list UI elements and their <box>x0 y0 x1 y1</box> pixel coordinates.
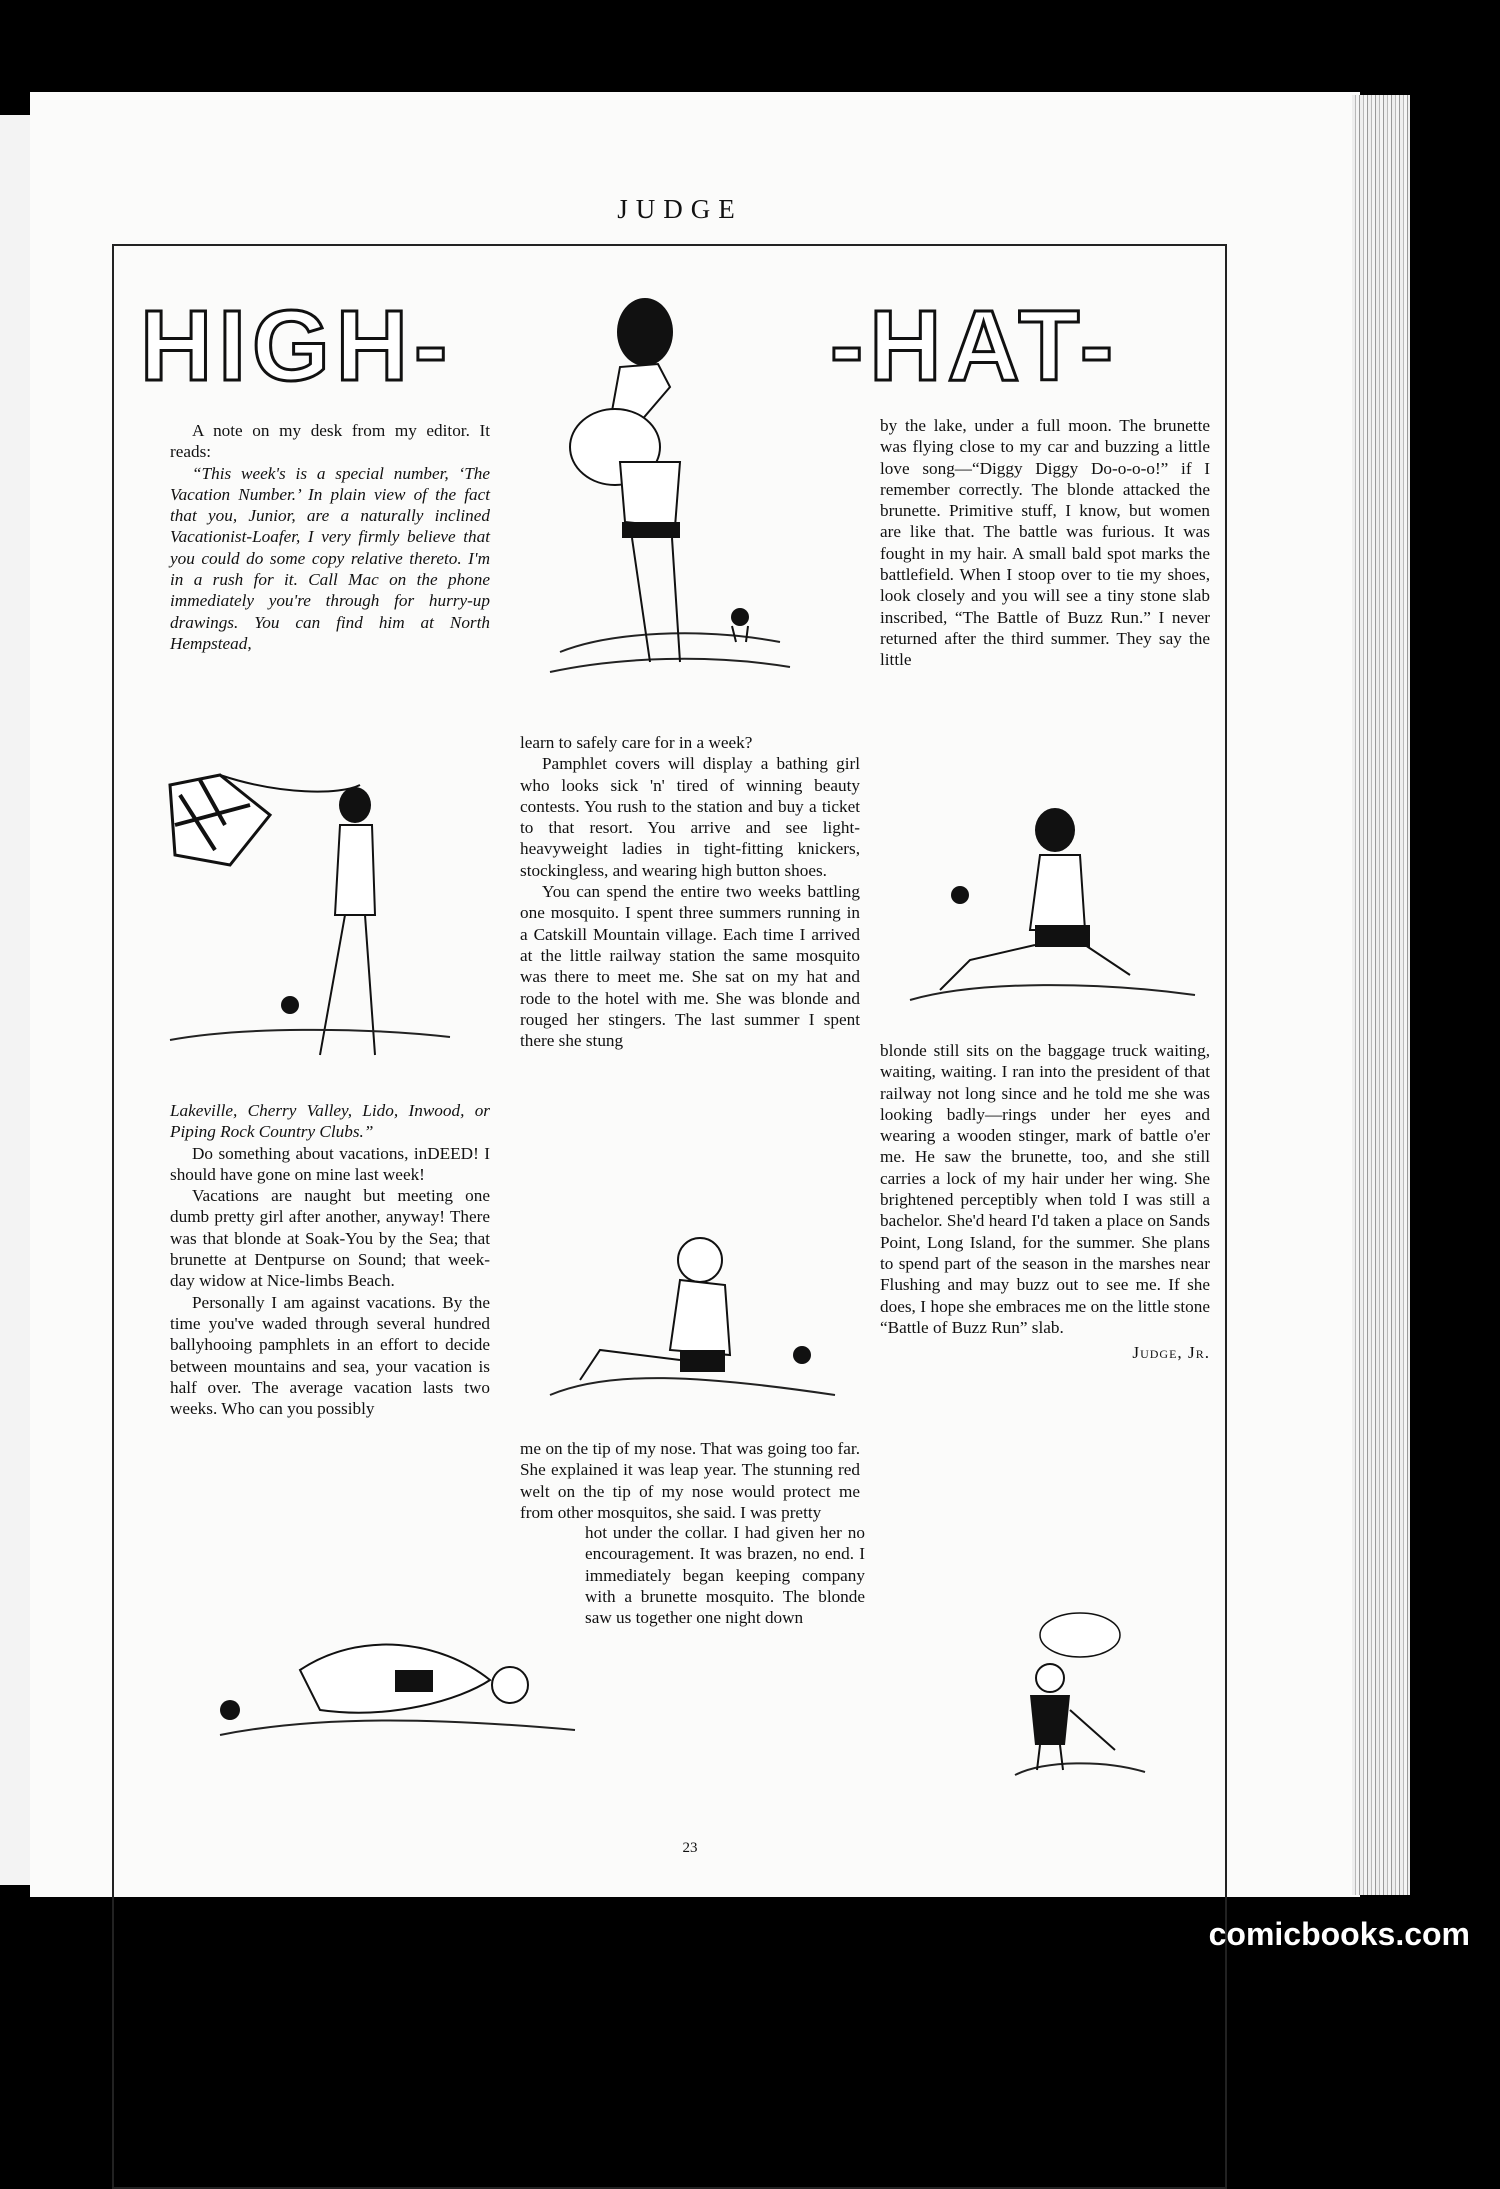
paragraph: Personally I am against vacations. By the time you've waded through several hundred ballyhooing pamphlets in an effort to decide between mountains and sea, your vacation is half over. The average vacation lasts two weeks. Who can you possibly <box>170 1292 490 1419</box>
paragraph-editor-note: “This week's is a special number, ‘The Vacation Number.’ In plain view of the fact that you, Junior, are a naturally inclined Vacationist-Loafer, I very firmly believe that you could do some copy relative thereto. I'm in a rush for it. Call Mac on the phone immediately you're through for hurry-up drawings. You can find him at North Hempstead, <box>170 463 490 653</box>
paragraph: learn to safely care for in a week? <box>520 733 753 752</box>
illustration-man-with-cane <box>975 1610 1155 1780</box>
column-2-bottom <box>585 1522 865 1628</box>
page-number: 23 <box>682 1840 698 1856</box>
paragraph-editor-note-end: Lakeville, Cherry Valley, Lido, Inwood, or Piping Rock Country Clubs.” <box>170 1101 490 1142</box>
author-signature: Judge, Jr. <box>1132 1343 1210 1363</box>
running-head: JUDGE <box>617 194 743 224</box>
illustration-girl-with-beach-ball <box>540 272 800 682</box>
column-2-middle <box>520 1438 860 1523</box>
paragraph: You can spend the entire two weeks battling one mosquito. I spent three summers running in a Catskill Mountain village. Each time I arrived at the little railway station the same mosquito was there to meet me. She sat on my hat and rode to the hotel with me. She was blonde and rouged her stingers. The last summer I spent there she stung <box>520 882 860 1051</box>
paragraph: Do something about vacations, inDEED! I should have gone on mine last week! <box>170 1143 490 1184</box>
title-high <box>140 290 520 400</box>
paragraph: by the lake, under a full moon. The brunette was flying close to my car and buzzing a little love song—“Diggy Diggy Do-o-o-o!” if I remember correctly. The blonde attacked the brunette. Primitive stuff, I know, but women are like that. The battle was furious. It was fought in my hair. A small bald spot marks the battlefield. When I stoop over to tie my shoes, look closely and you will see a tiny stone slab inscribed, “The Battle of Buzz Run.” I never returned after the third summer. They say the little <box>880 416 1210 670</box>
illustration-girl-with-towel <box>160 765 460 1065</box>
svg-text:HIGH-: HIGH- <box>140 290 454 400</box>
illustration-reclining-girl <box>160 1610 580 1750</box>
paragraph: me on the tip of my nose. That was going too far. She explained it was leap year. The stunning red welt on the tip of my nose would protect me from other mosquitos, she said. I was pretty <box>520 1439 860 1522</box>
column-1-top <box>170 420 490 654</box>
svg-text:-HAT-: -HAT- <box>830 290 1120 400</box>
paragraph: A note on my desk from my editor. It reads: <box>170 421 490 462</box>
column-1-bottom <box>170 1100 490 1419</box>
title-hat <box>830 290 1210 400</box>
paragraph: Vacations are naught but meeting one dumb pretty girl after another, anyway! There was that blonde at Soak-You by the Sea; that brunette at Dentpurse on Sound; that week-day widow at Nice-limbs Beach. <box>170 1186 490 1291</box>
column-2-top <box>520 732 860 1051</box>
page-stack-edges <box>1352 95 1410 1895</box>
paragraph: blonde still sits on the baggage truck waiting, waiting, waiting. I ran into the president of that railway not long since and he told me she was looking badly—rings under her eyes and wearing a wooden stinger, mark of battle o'er me. He saw the brunette, too, and she still carries a lock of my hair under her wing. She brightened perceptibly when told I was still a bachelor. She'd heard I'd taken a place on Sands Point, Long Island, for the summer. She plans to spend part of the season in the marshes near Flushing and may buzz out to see me. If she does, I hope she embraces me on the little stone “Battle of Buzz Run” slab. <box>880 1041 1210 1337</box>
column-3-bottom <box>880 1040 1210 1363</box>
paragraph: hot under the collar. I had given her no encouragement. It was brazen, no end. I immediately began keeping company with a brunette mosquito. The blonde saw us together one night down <box>585 1523 865 1628</box>
column-3-top <box>880 415 1210 671</box>
illustration-sitting-girl-right <box>900 800 1200 1020</box>
watermark: comicbooks.com <box>1208 1916 1470 1952</box>
illustration-seated-girl <box>540 1230 840 1410</box>
paragraph: Pamphlet covers will display a bathing girl who looks sick 'n' tired of winning beauty contests. You rush to the station and buy a ticket to that resort. You arrive and see light-heavyweight ladies in tight-fitting knickers, stockingless, and wearing high button shoes. <box>520 754 860 880</box>
